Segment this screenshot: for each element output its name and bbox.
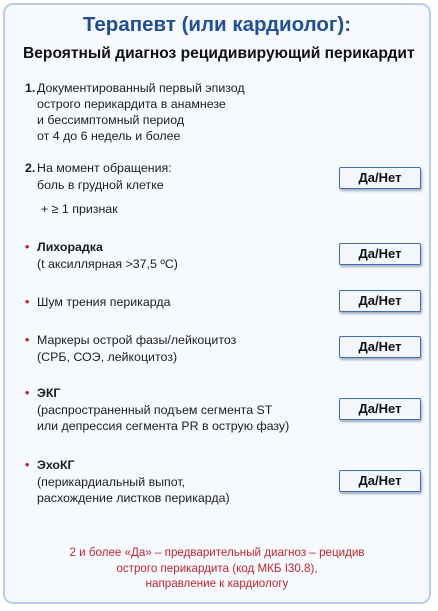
bullet-icon: •	[25, 386, 30, 400]
criterion-fever-detail: (t аксиллярная >37,5 ºС)	[37, 257, 178, 271]
item-2-extra: + ≥ 1 признак	[41, 202, 118, 216]
item-1-line: острого перикардита в анамнезе	[37, 97, 226, 111]
conclusion-line: острого перикардита (код МКБ I30.8),	[116, 561, 318, 575]
bullet-icon: •	[25, 295, 30, 309]
diagnosis-subtitle: Вероятный диагноз рецидивирующий перикардит	[23, 45, 415, 62]
yes-no-button-echo[interactable]: Да/Нет	[339, 470, 421, 492]
criterion-friction-rub-title: Шум трения перикарда	[37, 295, 171, 309]
bullet-icon: •	[25, 240, 30, 254]
criterion-markers-title: Маркеры острой фазы/лейкоцитоз	[37, 333, 237, 347]
yes-no-button-ecg[interactable]: Да/Нет	[339, 398, 421, 420]
criterion-markers-detail: (СРБ, СОЭ, лейкоцитоз)	[37, 350, 178, 364]
item-2-number: 2.	[25, 161, 36, 175]
page-title: Терапевт (или кардиолог):	[82, 13, 352, 36]
yes-no-button-friction-rub[interactable]: Да/Нет	[339, 290, 421, 312]
bullet-icon: •	[25, 458, 30, 472]
conclusion-line: 2 и более «Да» – предварительный диагноз – рецидив	[69, 546, 365, 559]
criterion-fever-title: Лихорадка	[37, 240, 103, 254]
item-1-line: Документированный первый эпизод	[37, 81, 245, 95]
criterion-echo-title: ЭхоКГ	[37, 458, 75, 472]
criterion-ecg-title: ЭКГ	[37, 386, 61, 400]
item-2-line: На момент обращения:	[37, 161, 172, 175]
conclusion-line: направление к кардиологу	[145, 577, 289, 590]
criterion-ecg-detail: или депрессия сегмента PR в острую фазу)	[37, 419, 290, 433]
item-1-number: 1.	[25, 81, 36, 95]
yes-no-button-fever[interactable]: Да/Нет	[339, 243, 421, 265]
item-1-line: от 4 до 6 недель и более	[37, 129, 181, 143]
criteria-card	[3, 3, 431, 604]
item-1-line: и бессимптомный период	[37, 113, 185, 127]
conclusion-note	[5, 545, 429, 592]
criterion-ecg-detail: (распространенный подъем сегмента ST	[37, 403, 273, 417]
bullet-icon: •	[25, 333, 30, 347]
yes-no-button-markers[interactable]: Да/Нет	[339, 336, 421, 358]
criterion-echo-detail: расхождение листков перикарда)	[37, 491, 230, 505]
yes-no-button-chest-pain[interactable]: Да/Нет	[339, 167, 421, 189]
item-2-line: боль в грудной клетке	[37, 178, 164, 192]
criterion-echo-detail: (перикардиальный выпот,	[37, 475, 186, 489]
